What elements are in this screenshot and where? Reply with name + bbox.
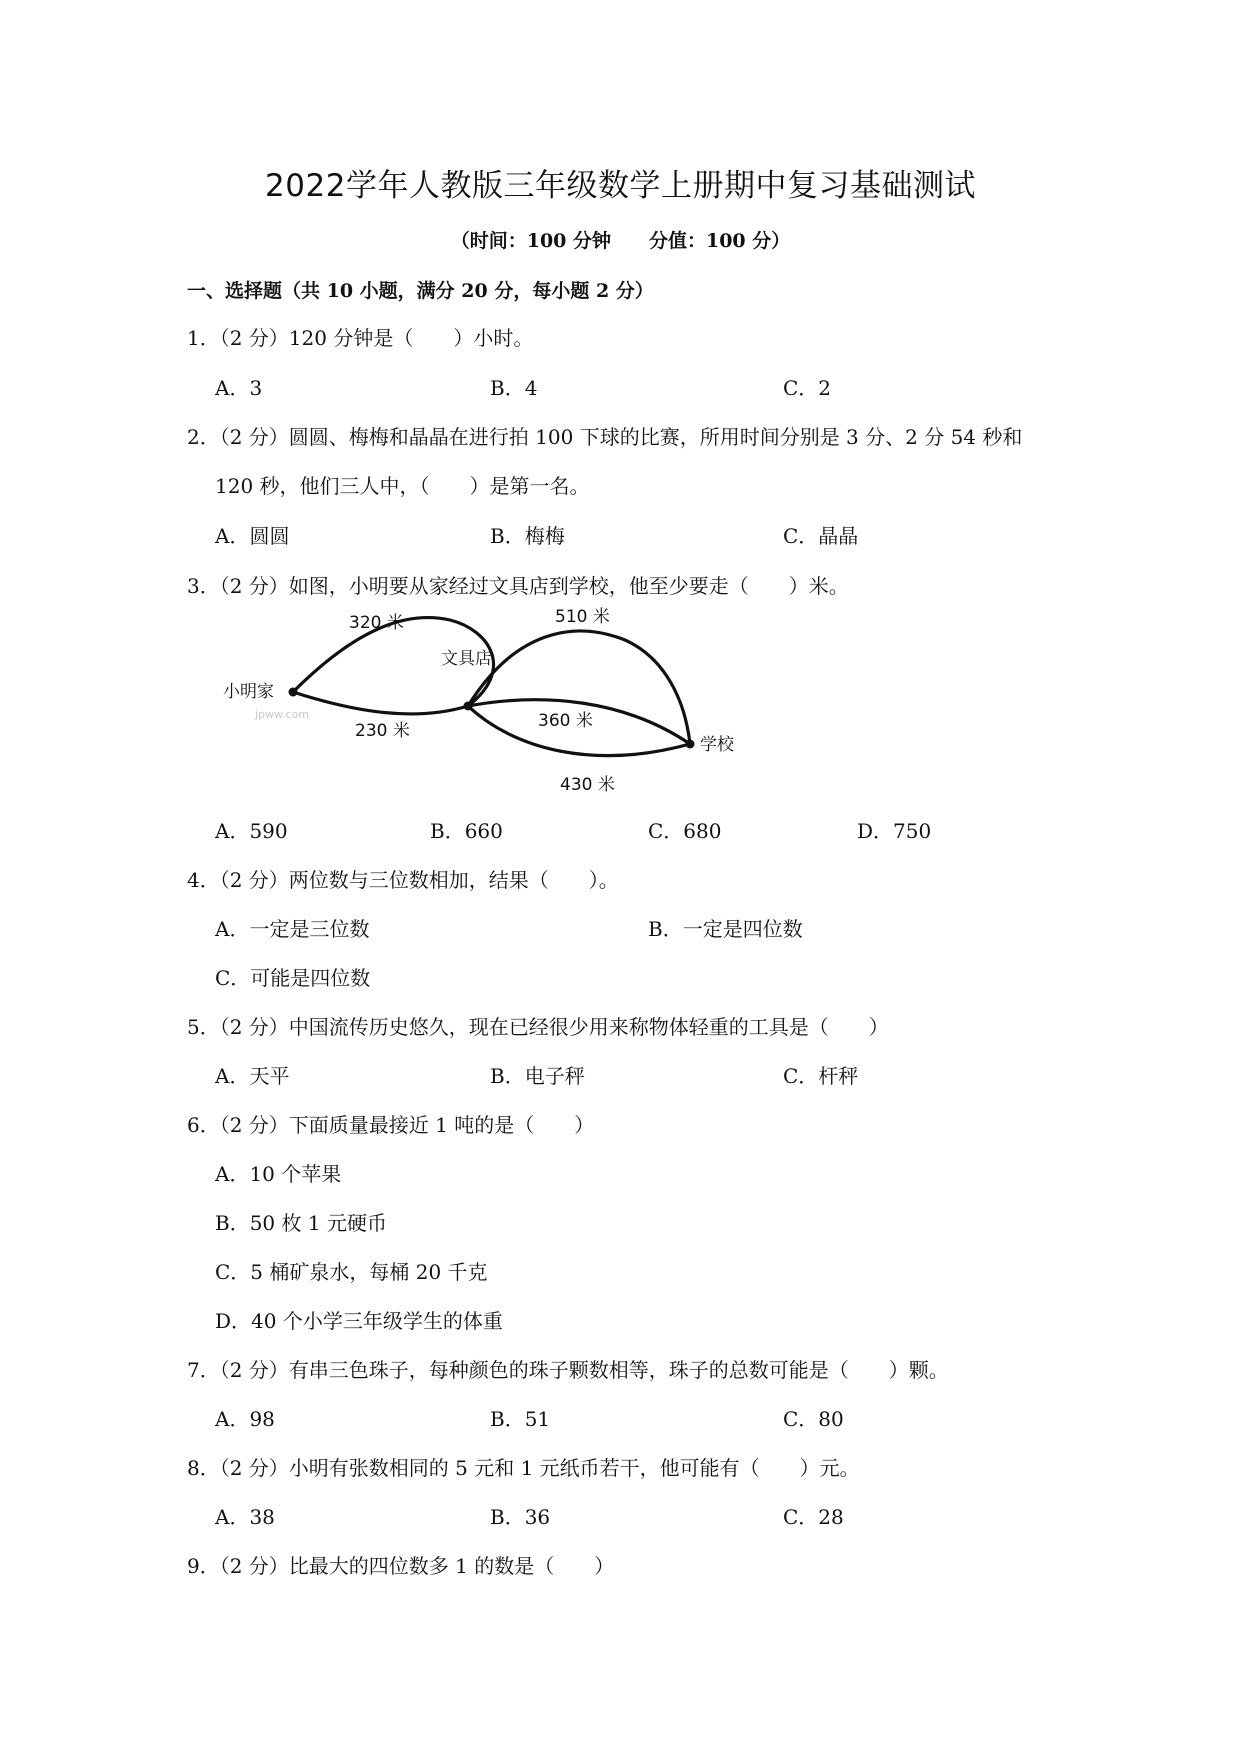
route-label-320: 320 米: [349, 613, 404, 633]
exam-info: （时间：100 分钟 分值：100 分）: [450, 230, 791, 252]
question-7-option-c: C．80: [783, 1407, 844, 1431]
question-7-option-a: A．98: [215, 1407, 275, 1431]
store-label: 文具店: [441, 649, 492, 669]
question-4-option-b: B．一定是四位数: [648, 917, 803, 941]
question-8-option-c: C．28: [783, 1505, 844, 1529]
question-4-option-a: A．一定是三位数: [215, 917, 370, 941]
route-diagram: [215, 600, 760, 800]
question-3-option-b: B．660: [430, 819, 503, 843]
question-6-option-a: A．10 个苹果: [215, 1162, 342, 1186]
question-3-option-c: C．680: [648, 819, 722, 843]
question-7-option-b: B．51: [490, 1407, 551, 1431]
question-1-option-b: B．4: [490, 376, 538, 400]
route-label-510: 510 米: [555, 607, 610, 627]
question-8: 8．（2 分）小明有张数相同的 5 元和 1 元纸币若干，他可能有（ ）元。: [187, 1456, 860, 1480]
school-label: 学校: [700, 735, 734, 755]
question-1: 1．（2 分）120 分钟是（ ）小时。: [187, 326, 534, 350]
question-2: 2．（2 分）圆圆、梅梅和晶晶在进行拍 100 下球的比赛，所用时间分别是 3 分、2 分 54 秒和: [187, 425, 1023, 449]
question-5: 5．（2 分）中国流传历史悠久，现在已经很少用来称物体轻重的工具是（ ）: [187, 1015, 889, 1039]
store-point: [464, 702, 473, 711]
question-2-option-b: B．梅梅: [490, 524, 565, 548]
question-9: 9．（2 分）比最大的四位数多 1 的数是（ ）: [187, 1554, 615, 1578]
question-3-option-d: D．750: [857, 819, 932, 843]
question-6-option-d: D．40 个小学三年级学生的体重: [215, 1309, 503, 1333]
route-label-360: 360 米: [538, 711, 593, 731]
watermark: jpww.com: [255, 708, 310, 721]
question-3-option-a: A．590: [215, 819, 288, 843]
school-point: [686, 740, 695, 749]
question-8-option-b: B．36: [490, 1505, 551, 1529]
question-6-option-c: C．5 桶矿泉水，每桶 20 千克: [215, 1260, 488, 1284]
route-label-230: 230 米: [355, 721, 410, 741]
question-1-option-c: C．2: [783, 376, 832, 400]
question-6: 6．（2 分）下面质量最接近 1 吨的是（ ）: [187, 1113, 595, 1137]
route-home-store-lower: [293, 692, 468, 714]
section-heading-choice: 一、选择题（共 10 小题，满分 20 分，每小题 2 分）: [187, 280, 654, 302]
home-point: [289, 688, 298, 697]
home-label: 小明家: [223, 682, 274, 702]
question-5-option-b: B．电子秤: [490, 1064, 585, 1088]
question-8-option-a: A．38: [215, 1505, 275, 1529]
question-5-option-a: A．天平: [215, 1064, 290, 1088]
question-5-option-c: C．杆秤: [783, 1064, 859, 1088]
question-2-option-a: A．圆圆: [215, 524, 290, 548]
page-title: 2022学年人教版三年级数学上册期中复习基础测试: [265, 168, 976, 204]
question-3: 3．（2 分）如图，小明要从家经过文具店到学校，他至少要走（ ）米。: [187, 574, 849, 598]
question-1-option-a: A．3: [215, 376, 263, 400]
question-4-option-c: C．可能是四位数: [215, 966, 371, 990]
question-2-option-c: C．晶晶: [783, 524, 859, 548]
question-6-option-b: B．50 枚 1 元硬币: [215, 1211, 387, 1235]
route-label-430: 430 米: [560, 775, 615, 795]
question-7: 7．（2 分）有串三色珠子，每种颜色的珠子颗数相等，珠子的总数可能是（ ）颗。: [187, 1358, 949, 1382]
question-2-continued: 120 秒，他们三人中，（ ）是第一名。: [215, 474, 590, 498]
question-4: 4．（2 分）两位数与三位数相加，结果（ ）。: [187, 868, 619, 892]
